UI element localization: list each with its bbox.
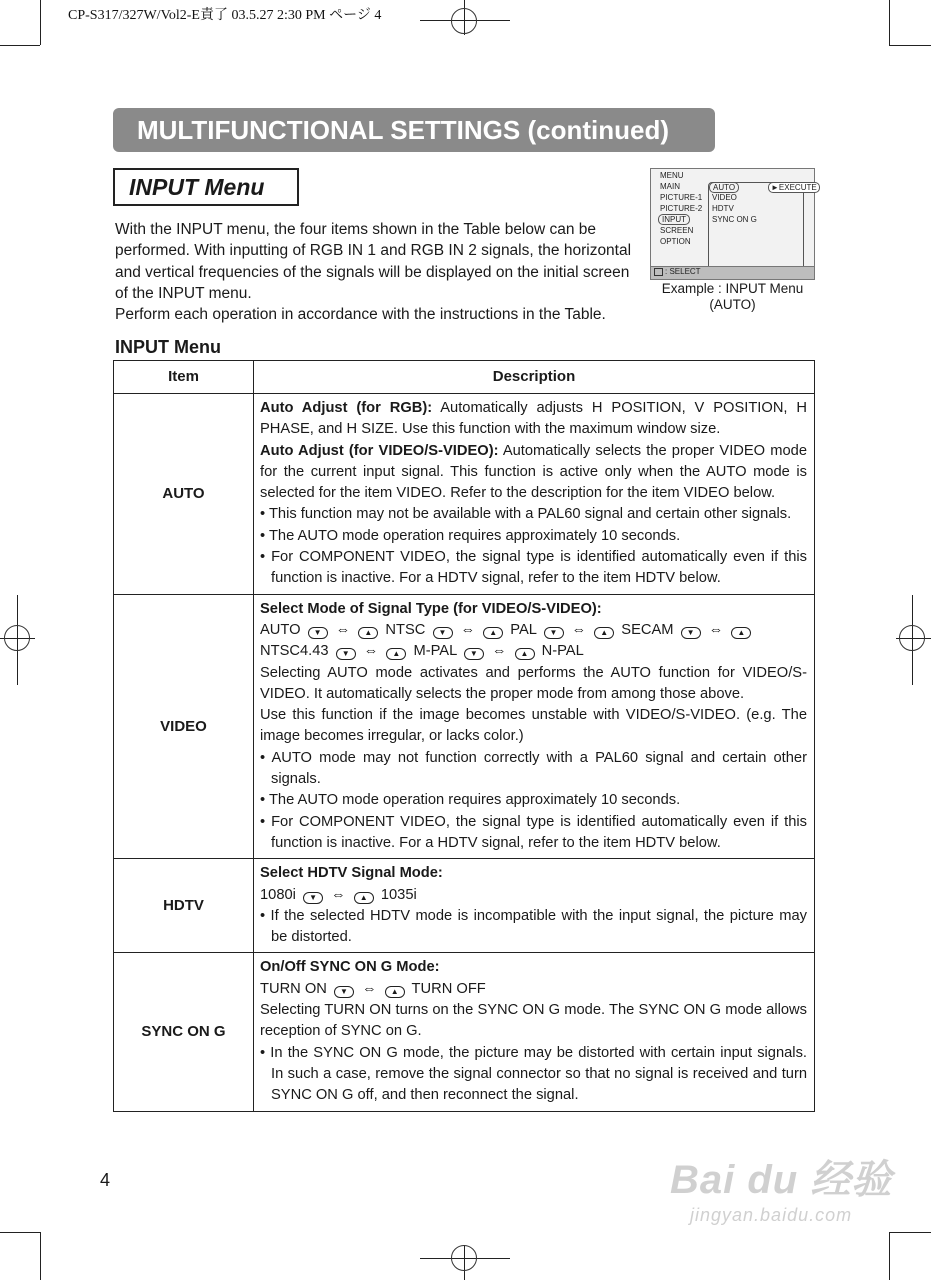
- bullet: • In the SYNC ON G mode, the picture may be distorted with certain input signals. In such a case, remove the signal connector so that no signal is received and turn SYNC ON G off, and then reconnect the signal.: [260, 1044, 807, 1104]
- bullet: • If the selected HDTV mode is incompatible with the input signal, the picture may be distorted.: [260, 907, 807, 946]
- double-arrow-icon: ⇔: [491, 643, 507, 660]
- osd-right-item: VIDEO: [712, 193, 737, 202]
- up-button-icon: ▲: [594, 627, 614, 639]
- crop-mark: [889, 45, 931, 46]
- item-sync-on-g: SYNC ON G: [114, 953, 254, 1111]
- select-icon: [654, 268, 663, 276]
- up-button-icon: ▲: [385, 986, 405, 998]
- up-button-icon: ▲: [386, 648, 406, 660]
- mode-label: NTSC4.43: [260, 643, 329, 660]
- double-arrow-icon: ⇔: [331, 886, 346, 903]
- down-button-icon: ▼: [464, 648, 484, 660]
- video-mode-title: Select Mode of Signal Type (for VIDEO/S-VIDEO):: [260, 600, 602, 617]
- mode-label: M-PAL: [413, 643, 457, 660]
- menu-title: INPUT Menu: [113, 168, 299, 206]
- osd-menu-title: MENU: [660, 171, 684, 180]
- section-banner: MULTIFUNCTIONAL SETTINGS (continued): [113, 108, 715, 152]
- hdtv-mode-sequence: [260, 885, 807, 906]
- osd-right-item-selected: AUTO: [709, 182, 739, 193]
- down-button-icon: ▼: [303, 892, 323, 904]
- table-title: INPUT Menu: [115, 337, 221, 357]
- osd-left-item: PICTURE-1: [660, 193, 703, 202]
- up-button-icon: ▲: [354, 892, 374, 904]
- caption-line: Example : INPUT Menu: [661, 281, 804, 296]
- registration-mark: [451, 8, 477, 34]
- bullet: • The AUTO mode operation requires approximately 10 seconds.: [260, 792, 681, 809]
- bullet: • For COMPONENT VIDEO, the signal type is identified automatically even if this function is inactive. For a HDTV signal, refer to the item HDTV below.: [260, 813, 807, 851]
- double-arrow-icon: ⇔: [362, 980, 377, 997]
- desc-auto: [254, 394, 815, 595]
- up-button-icon: ▲: [483, 627, 503, 639]
- table-row: [114, 859, 815, 953]
- crop-mark: [40, 1232, 41, 1280]
- osd-left-item: MAIN: [660, 182, 680, 191]
- mode-label: AUTO: [260, 621, 301, 638]
- video-mode-sequence: [260, 620, 807, 663]
- input-menu-table: [113, 360, 815, 1112]
- double-arrow-icon: ⇔: [708, 621, 724, 638]
- osd-left-item: SCREEN: [660, 226, 694, 235]
- mode-label: N-PAL: [541, 643, 584, 660]
- mode-label: 1035i: [380, 886, 417, 903]
- osd-select-label: : SELECT: [665, 267, 701, 276]
- intro-paragraph: With the INPUT menu, the four items shown in the Table below can be performed. With inputting of RGB IN 1 and RGB IN 2 signals, the horizontal and vertical frequencies of the signals will be displayed on the initial screen of the INPUT menu.: [115, 221, 632, 302]
- crop-mark: [889, 0, 890, 45]
- osd-left-item-selected: INPUT: [658, 214, 690, 225]
- down-button-icon: ▼: [308, 627, 328, 639]
- video-text: Automatically selects the proper VIDEO mode for the current input signal. This function is active only when the AUTO mode is selected for the item VIDEO. Refer to the description for the item VIDEO below.: [260, 442, 808, 502]
- osd-left-item: PICTURE-2: [660, 204, 703, 213]
- video-text: Use this function if the image becomes unstable with VIDEO/S-VIDEO. (e.g. The image becomes irregular, or lacks color.): [260, 707, 807, 745]
- registration-mark: [899, 625, 925, 651]
- hdtv-title: Select HDTV Signal Mode:: [260, 865, 443, 882]
- crop-mark: [40, 0, 41, 45]
- table-header-row: [114, 361, 815, 394]
- down-button-icon: ▼: [433, 627, 453, 639]
- bullet: • AUTO mode may not function correctly with a PAL60 signal and certain other signals.: [260, 749, 807, 788]
- mode-label: 1080i: [260, 886, 296, 903]
- table-row: [114, 953, 815, 1111]
- up-button-icon: ▲: [358, 627, 378, 639]
- down-button-icon: ▼: [681, 627, 701, 639]
- down-button-icon: ▼: [544, 627, 564, 639]
- bullet: • This function may not be available with a PAL60 signal and certain other signals.: [260, 506, 792, 523]
- down-button-icon: ▼: [334, 986, 354, 998]
- item-hdtv: HDTV: [114, 859, 254, 953]
- caption-line: (AUTO): [709, 296, 756, 312]
- up-button-icon: ▲: [731, 627, 751, 639]
- mode-label: NTSC: [385, 621, 426, 638]
- osd-right-item: HDTV: [712, 204, 734, 213]
- video-title: Auto Adjust (for VIDEO/S-VIDEO):: [260, 442, 499, 459]
- registration-mark: [4, 625, 30, 651]
- double-arrow-icon: ⇔: [363, 643, 379, 660]
- bullet: • For COMPONENT VIDEO, the signal type is identified automatically even if this function is inactive. For a HDTV signal, refer to the item HDTV below.: [260, 549, 807, 587]
- header-description: Description: [254, 361, 815, 394]
- registration-mark: [451, 1245, 477, 1271]
- desc-hdtv: [254, 859, 815, 953]
- mode-label: TURN OFF: [411, 980, 486, 997]
- table-row: [114, 394, 815, 595]
- desc-video: [254, 594, 815, 859]
- watermark-url: jingyan.baidu.com: [690, 1205, 853, 1225]
- sync-mode-sequence: [260, 979, 807, 1000]
- rgb-title: Auto Adjust (for RGB):: [260, 400, 433, 416]
- sync-text: Selecting TURN ON turns on the SYNC ON G mode. The SYNC ON G mode allows reception of SYNC on G.: [260, 1002, 807, 1040]
- item-auto: AUTO: [114, 394, 254, 595]
- video-text: Selecting AUTO mode activates and performs the AUTO function for VIDEO/S-VIDEO. It automatically selects the proper mode from among those above.: [260, 664, 807, 702]
- double-arrow-icon: ⇔: [460, 621, 476, 638]
- mode-label: SECAM: [621, 621, 674, 638]
- watermark: [670, 1148, 892, 1226]
- osd-status-bar: [651, 266, 814, 279]
- double-arrow-icon: ⇔: [335, 621, 351, 638]
- desc-sync-on-g: [254, 953, 815, 1111]
- osd-example: [650, 168, 815, 280]
- osd-caption: [650, 281, 815, 312]
- intro-paragraph: Perform each operation in accordance with the instructions in the Table.: [115, 306, 606, 324]
- osd-execute-button: ►EXECUTE: [768, 182, 820, 193]
- intro-text: [115, 219, 635, 325]
- crop-mark: [889, 1232, 890, 1280]
- sync-title: On/Off SYNC ON G Mode:: [260, 959, 440, 976]
- crop-mark: [0, 45, 40, 46]
- crop-mark: [0, 1232, 40, 1233]
- crop-mark: [889, 1232, 931, 1233]
- item-video: VIDEO: [114, 594, 254, 859]
- table-row: [114, 594, 815, 859]
- osd-left-item: OPTION: [660, 237, 691, 246]
- print-header: CP-S317/327W/Vol2-E責了 03.5.27 2:30 PM ページ 4: [68, 8, 382, 23]
- mode-label: TURN ON: [260, 980, 327, 997]
- watermark-logo: Bai du 经验: [670, 1158, 893, 1202]
- rgb-text: Automatically adjusts H POSITION, V POSITION, H PHASE, and H SIZE. Use this function with the maximum window size.: [260, 400, 808, 438]
- page-number: 4: [100, 1170, 111, 1190]
- header-item: Item: [114, 361, 254, 394]
- bullet: • The AUTO mode operation requires approximately 10 seconds.: [260, 527, 681, 544]
- down-button-icon: ▼: [336, 648, 356, 660]
- osd-right-item: SYNC ON G: [712, 215, 757, 224]
- double-arrow-icon: ⇔: [571, 621, 587, 638]
- up-button-icon: ▲: [515, 648, 535, 660]
- mode-label: PAL: [510, 621, 537, 638]
